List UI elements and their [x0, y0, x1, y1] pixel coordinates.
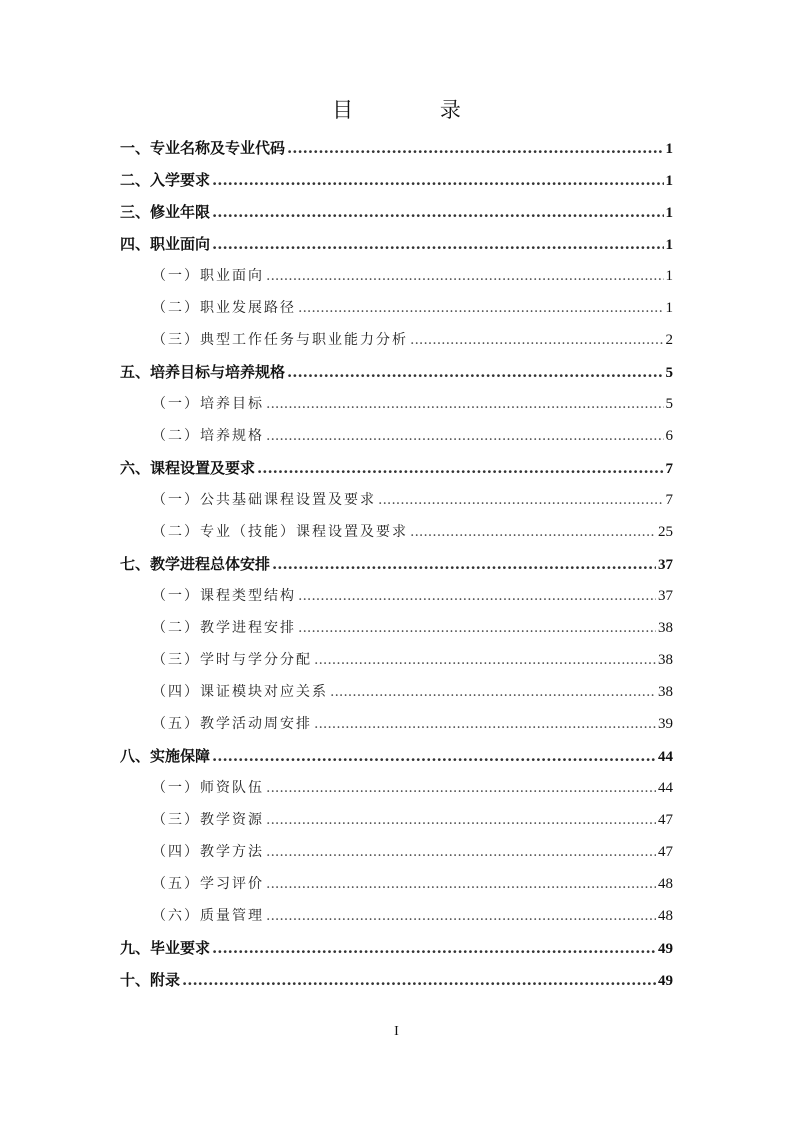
toc-dot-leader: [378, 484, 664, 516]
toc-dot-leader: [212, 196, 663, 228]
toc-entry-label: （六）质量管理: [152, 908, 264, 924]
toc-entry-label: 十、附录: [120, 971, 181, 989]
toc-entry-label: 四、职业面向: [120, 235, 211, 253]
toc-subsection-entry[interactable]: [120, 420, 673, 452]
toc-dot-leader: [298, 292, 664, 324]
toc-subsection-entry[interactable]: [120, 772, 673, 804]
toc-section-entry[interactable]: [120, 228, 673, 260]
toc-subsection-entry[interactable]: [120, 516, 673, 548]
toc-subsection-entry[interactable]: [120, 612, 673, 644]
toc-entry-label: 八、实施保障: [120, 747, 211, 765]
toc-entry-page: 1: [665, 173, 673, 189]
toc-dot-leader: [182, 964, 656, 996]
toc-dot-leader: [266, 772, 656, 804]
toc-dot-leader: [314, 708, 656, 740]
toc-dot-leader: [410, 516, 656, 548]
toc-dot-leader: [410, 324, 664, 356]
toc-dot-leader: [298, 612, 656, 644]
toc-entry-label: （一）培养目标: [152, 396, 264, 412]
toc-entry-page: 37: [658, 557, 673, 573]
toc-subsection-entry[interactable]: [120, 708, 673, 740]
toc-entry-label: （一）课程类型结构: [152, 588, 296, 604]
toc-dot-leader: [266, 420, 664, 452]
toc-entry-page: 25: [658, 524, 673, 540]
toc-section-entry[interactable]: [120, 740, 673, 772]
toc-section-entry[interactable]: [120, 452, 673, 484]
toc-entry-label: （一）职业面向: [152, 268, 264, 284]
toc-dot-leader: [330, 676, 656, 708]
toc-entry-page: 47: [658, 812, 673, 828]
toc-dot-leader: [266, 900, 656, 932]
toc-dot-leader: [266, 804, 656, 836]
toc-subsection-entry[interactable]: [120, 804, 673, 836]
toc-entry-label: （五）教学活动周安排: [152, 716, 312, 732]
toc-subsection-entry[interactable]: [120, 324, 673, 356]
page-number: I: [394, 1024, 399, 1039]
toc-entry-page: 38: [658, 652, 673, 668]
toc-entry-page: 49: [658, 941, 673, 957]
toc-entry-label: （二）培养规格: [152, 428, 264, 444]
toc-dot-leader: [212, 228, 663, 260]
toc-dot-leader: [298, 580, 656, 612]
toc-dot-leader: [272, 548, 656, 580]
toc-section-entry[interactable]: [120, 132, 673, 164]
toc-subsection-entry[interactable]: [120, 676, 673, 708]
toc-entry-page: 5: [665, 365, 673, 381]
toc-subsection-entry[interactable]: [120, 484, 673, 516]
toc-entry-page: 38: [658, 620, 673, 636]
toc-subsection-entry[interactable]: [120, 900, 673, 932]
toc-dot-leader: [212, 164, 663, 196]
toc-title: 目 录: [332, 98, 501, 122]
toc-entry-label: 二、入学要求: [120, 171, 211, 189]
toc-entry-label: （三）教学资源: [152, 812, 264, 828]
toc-subsection-entry[interactable]: [120, 260, 673, 292]
toc-entry-label: （五）学习评价: [152, 876, 264, 892]
toc-entry-label: （一）师资队伍: [152, 780, 264, 796]
toc-entry-page: 48: [658, 876, 673, 892]
toc-subsection-entry[interactable]: [120, 580, 673, 612]
toc-entry-label: 六、课程设置及要求: [120, 459, 256, 477]
toc-entry-page: 7: [665, 492, 673, 508]
toc-entry-page: 47: [658, 844, 673, 860]
toc-entry-page: 1: [665, 300, 673, 316]
toc-entry-page: 5: [665, 396, 673, 412]
toc-dot-leader: [287, 132, 663, 164]
table-of-contents: [120, 132, 673, 996]
toc-subsection-entry[interactable]: [120, 836, 673, 868]
toc-dot-leader: [212, 740, 656, 772]
toc-entry-page: 1: [665, 268, 673, 284]
toc-entry-page: 49: [658, 973, 673, 989]
toc-section-entry[interactable]: [120, 932, 673, 964]
toc-entry-page: 6: [665, 428, 673, 444]
toc-entry-label: 七、教学进程总体安排: [120, 555, 271, 573]
toc-entry-page: 1: [665, 205, 673, 221]
toc-entry-page: 38: [658, 684, 673, 700]
toc-entry-page: 2: [665, 332, 673, 348]
toc-dot-leader: [266, 868, 656, 900]
toc-entry-page: 44: [658, 780, 673, 796]
toc-subsection-entry[interactable]: [120, 388, 673, 420]
toc-dot-leader: [314, 644, 656, 676]
toc-entry-label: （三）典型工作任务与职业能力分析: [152, 332, 408, 348]
toc-entry-page: 1: [665, 141, 673, 157]
toc-entry-label: （二）专业（技能）课程设置及要求: [152, 524, 408, 540]
toc-section-entry[interactable]: [120, 164, 673, 196]
toc-dot-leader: [266, 388, 664, 420]
toc-entry-page: 1: [665, 237, 673, 253]
toc-entry-page: 44: [658, 749, 673, 765]
toc-subsection-entry[interactable]: [120, 292, 673, 324]
toc-section-entry[interactable]: [120, 356, 673, 388]
toc-entry-page: 37: [658, 588, 673, 604]
toc-entry-label: 三、修业年限: [120, 203, 211, 221]
toc-section-entry[interactable]: [120, 964, 673, 996]
toc-dot-leader: [257, 452, 663, 484]
toc-entry-label: 一、专业名称及专业代码: [120, 139, 286, 157]
toc-entry-label: （二）教学进程安排: [152, 620, 296, 636]
toc-dot-leader: [212, 932, 656, 964]
toc-entry-page: 39: [658, 716, 673, 732]
toc-entry-label: 九、毕业要求: [120, 939, 211, 957]
toc-entry-label: （一）公共基础课程设置及要求: [152, 492, 376, 508]
toc-entry-label: （三）学时与学分分配: [152, 652, 312, 668]
toc-dot-leader: [266, 836, 656, 868]
toc-entry-label: （二）职业发展路径: [152, 300, 296, 316]
toc-subsection-entry[interactable]: [120, 644, 673, 676]
toc-entry-label: （四）教学方法: [152, 844, 264, 860]
toc-subsection-entry[interactable]: [120, 868, 673, 900]
toc-entry-label: （四）课证模块对应关系: [152, 684, 328, 700]
toc-section-entry[interactable]: [120, 548, 673, 580]
toc-entry-page: 48: [658, 908, 673, 924]
toc-dot-leader: [266, 260, 664, 292]
toc-entry-page: 7: [665, 461, 673, 477]
toc-entry-label: 五、培养目标与培养规格: [120, 363, 286, 381]
toc-section-entry[interactable]: [120, 196, 673, 228]
toc-dot-leader: [287, 356, 663, 388]
